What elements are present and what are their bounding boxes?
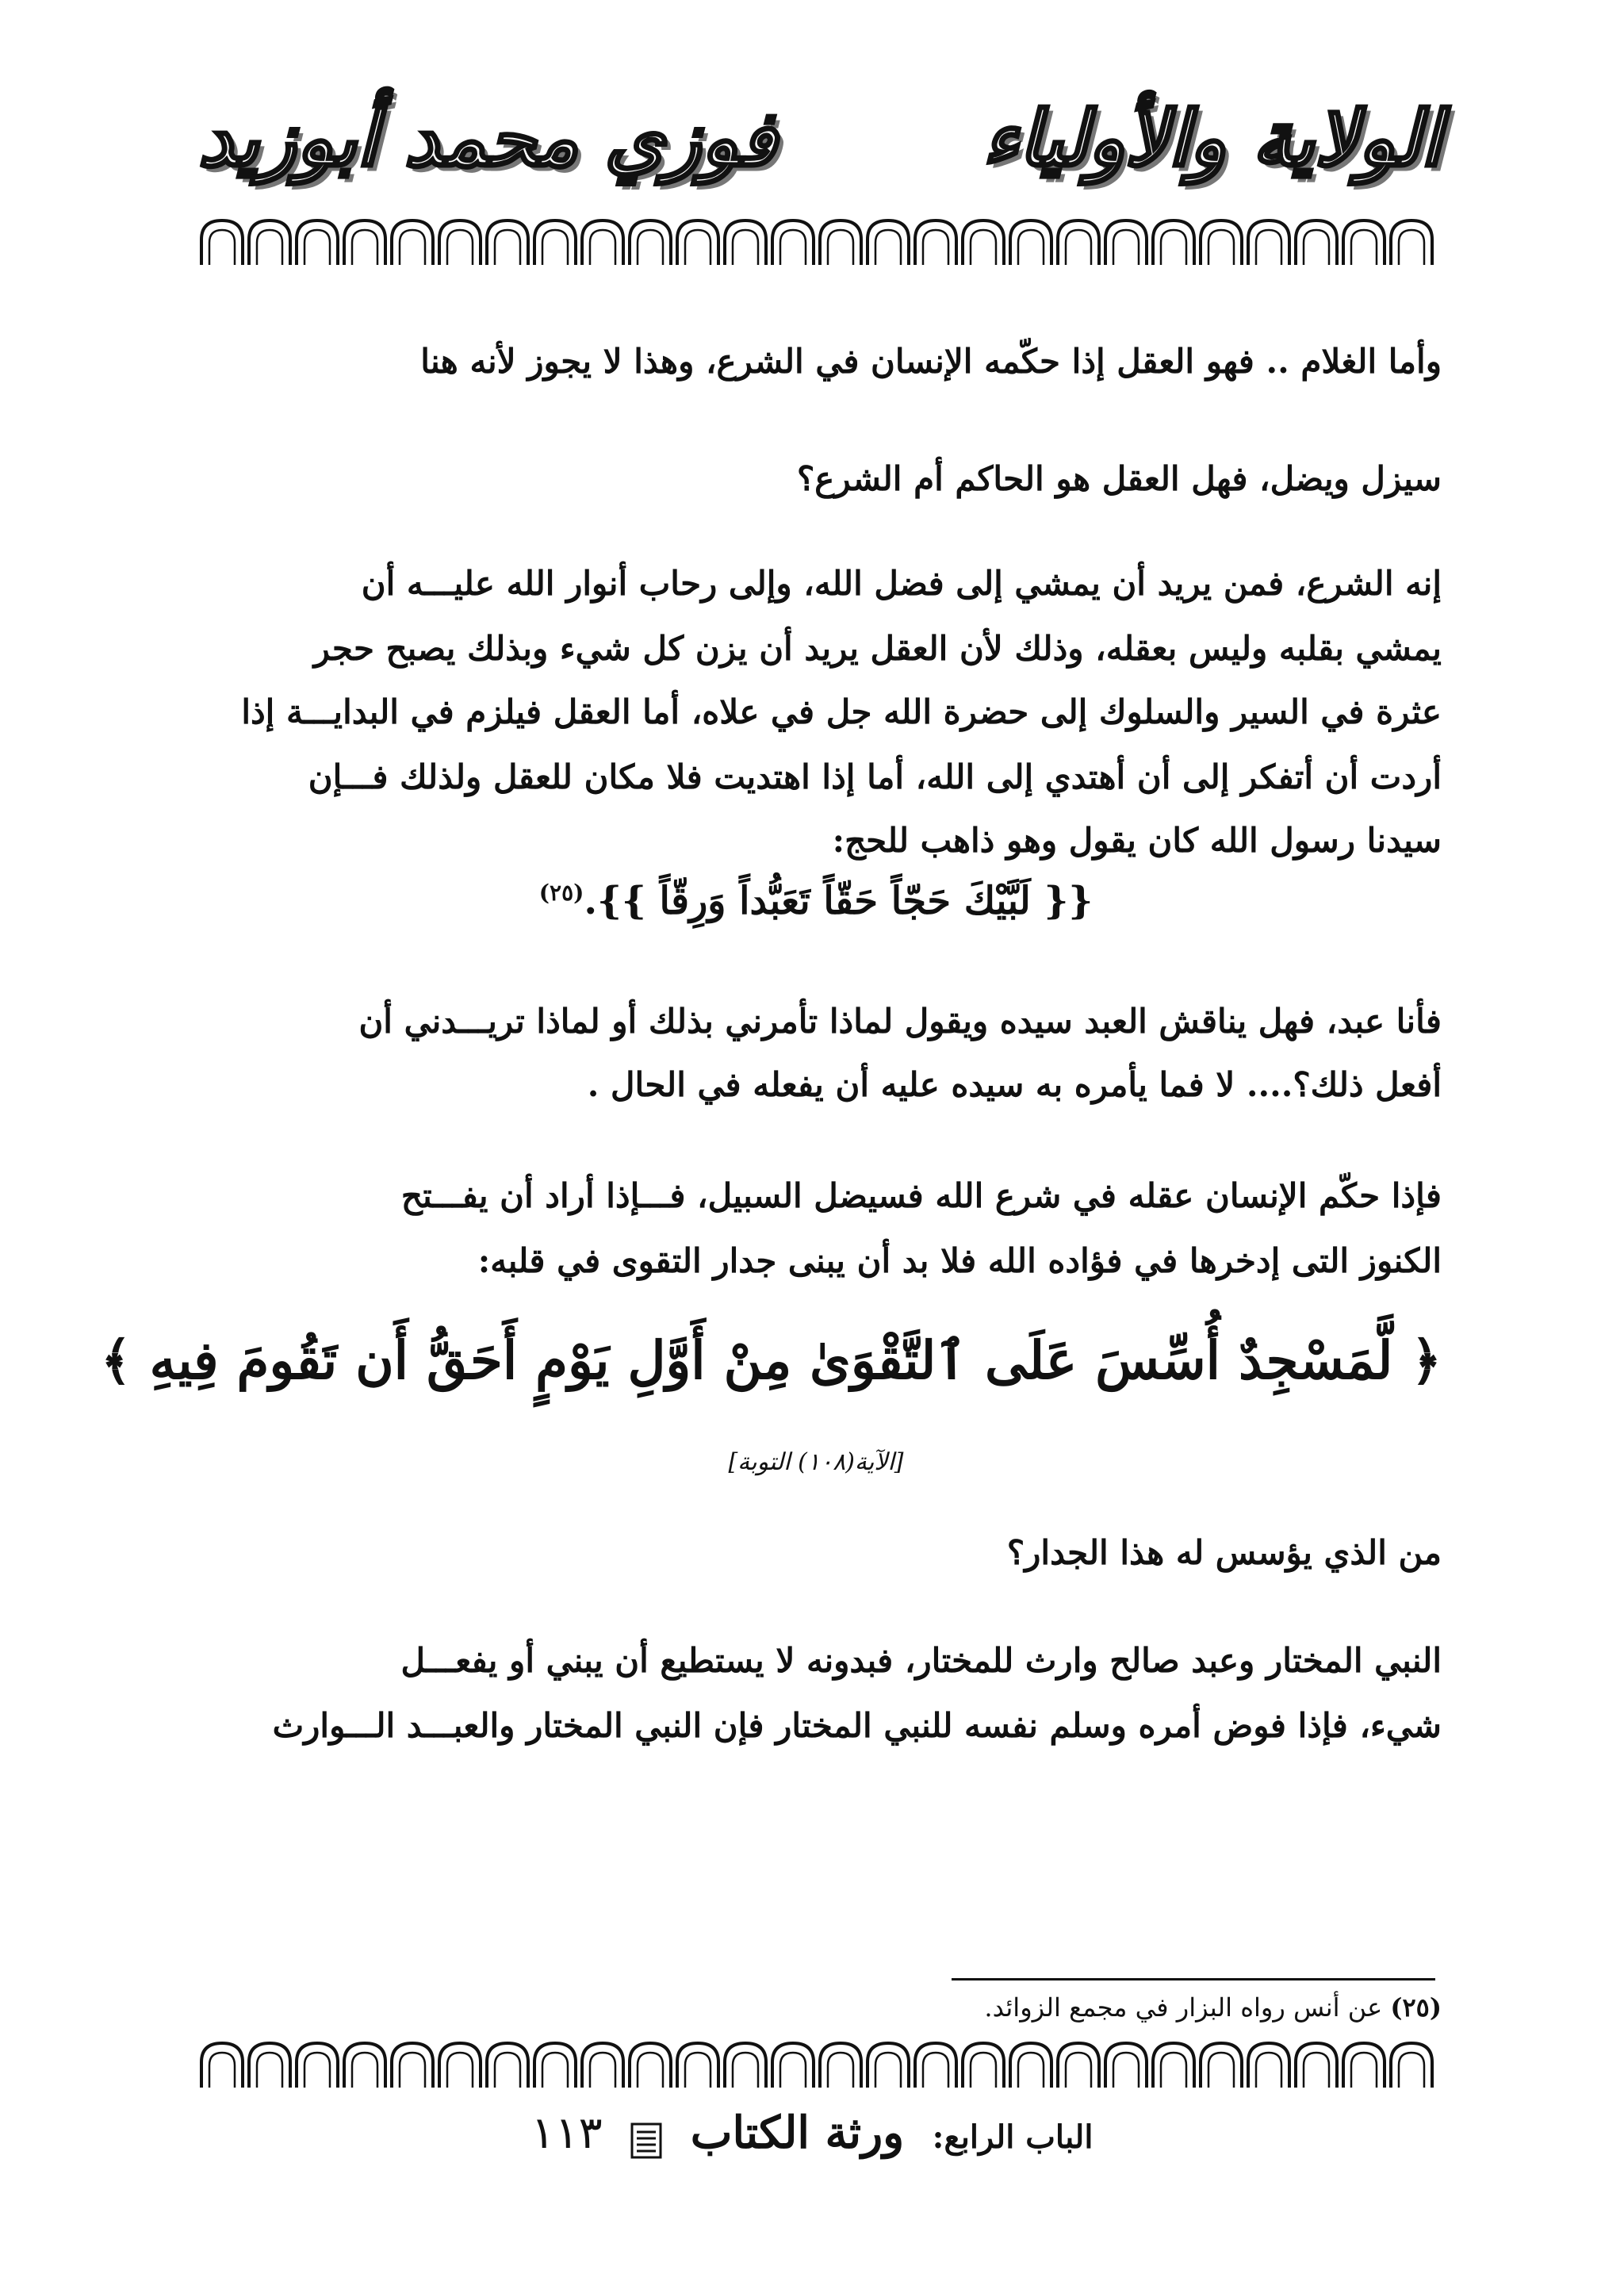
paragraph-line: وأما الغلام .. فهو العقل إذا حكّمه الإنسان في الشرع، وهذا لا يجوز لأنه هنا: [420, 342, 1442, 381]
paragraph-line: إنه الشرع، فمن يريد أن يمشي إلى فضل الله، وإلى رحاب أنوار الله عليـــه أن: [361, 564, 1442, 603]
paragraph-line: يمشي بقلبه وليس بعقله، وذلك لأن العقل يريد أن يزن كل شيء وبذلك يصبح حجر: [313, 629, 1442, 668]
footnote-number: (٢٥): [1390, 1992, 1442, 2023]
book-title: الولاية والأولياء: [982, 94, 1442, 183]
chapter-label: الباب الرابع:: [932, 2119, 1094, 2156]
verse-reference: [الآية(١٠٨) التوبة]: [728, 1448, 904, 1476]
author-name: فوزي محمد أبوزيد: [198, 94, 777, 183]
footnote-marker: (٢٥): [538, 880, 584, 906]
chapter-title: ورثة الكتاب: [690, 2107, 905, 2159]
paragraph-line: شيء، فإذا فوض أمره وسلم نفسه للنبي المختار فإن النبي المختار والعبـــد الـــوارث: [272, 1706, 1442, 1745]
footnote-text: عن أنس رواه البزار في مجمع الزوائد.: [984, 1992, 1383, 2023]
hadith-text: {{ لَبَّيْكَ حَجّاً حَقّاً تَعَبُّداً وَرِقّاً }}.: [584, 879, 1094, 923]
paragraph-line: من الذي يؤسس له هذا الجدار؟: [1006, 1533, 1442, 1572]
paragraph-line: أفعل ذلك؟.... لا فما يأمره به سيده عليه أن يفعله في الحال .: [587, 1065, 1442, 1104]
paragraph-line: سيدنا رسول الله كان يقول وهو ذاهب للحج:: [832, 821, 1442, 860]
paragraph-line: النبي المختار وعبد صالح وارث للمختار، فبدونه لا يستطيع أن يبني أو يفعـــل: [400, 1641, 1442, 1680]
paragraph-line: عثرة في السير والسلوك إلى حضرة الله جل في علاه، أما العقل فيلزم في البدايـــة إذا: [241, 692, 1442, 731]
footnote-separator: [952, 1978, 1435, 1980]
paragraph-line: سيزل ويضل، فهل العقل هو الحاكم أم الشرع؟: [797, 459, 1442, 498]
paragraph-line: فأنا عبد، فهل يناقش العبد سيده ويقول لماذا تأمرني بذلك أو لماذا تريـــدني أن: [358, 1002, 1442, 1041]
quran-verse: ﴿ لَّمَسْجِدٌ أُسِّسَ عَلَى ٱلتَّقْوَىٰ مِنْ أَوَّلِ يَوْمٍ أَحَقُّ أَن تَقُومَ فِيهِ ﴾: [101, 1329, 1442, 1391]
book-icon: [630, 2118, 662, 2154]
bottom-ornamental-border: [198, 2035, 1435, 2091]
top-ornamental-border: [198, 213, 1435, 268]
paragraph-line: الكنوز التى إدخرها في فؤاده الله فلا بد أن يبنى جدار التقوى في قلبه:: [477, 1241, 1442, 1280]
page-header: [198, 94, 1442, 205]
footnote: [984, 1992, 1442, 2023]
paragraph-line: فإذا حكّم الإنسان عقله في شرع الله فسيضل السبيل، فـــإذا أراد أن يفـــتح: [400, 1176, 1442, 1215]
hadith-quote: [190, 879, 1442, 923]
page-footer: [0, 2107, 1624, 2159]
paragraph-line: أردت أن أتفكر إلى أن أهتدي إلى الله، أما إذا اهتديت فلا مكان للعقل ولذلك فـــإن: [308, 757, 1442, 796]
page-number: ١١٣: [530, 2107, 603, 2159]
